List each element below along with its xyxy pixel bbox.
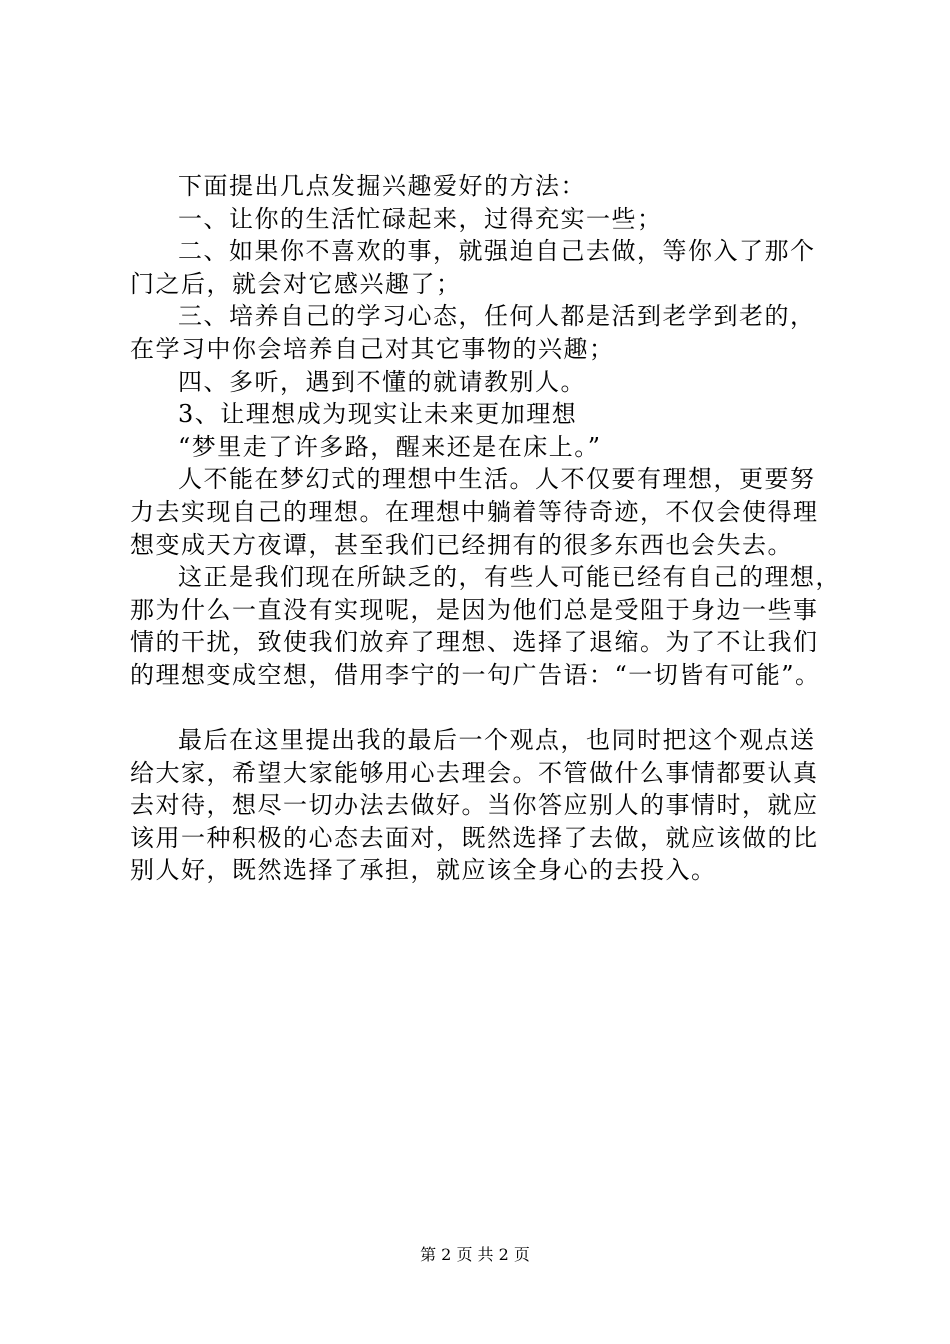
paragraph-line: 三、培养自己的学习心态，任何人都是活到老学到老的， xyxy=(178,302,816,331)
paragraph-line: 去对待，想尽一切办法去做好。当你答应别人的事情时，就应 xyxy=(130,791,819,820)
quote-line: “梦里走了许多路，醒来还是在床上。” xyxy=(178,432,602,461)
paragraph-line: 那为什么一直没有实现呢，是因为他们总是受阻于身边一些事 xyxy=(130,595,819,624)
paragraph-line: 门之后，就会对它感兴趣了； xyxy=(130,269,462,298)
blank-line xyxy=(130,692,850,725)
page-number-label: 第 2 页 共 2 页 xyxy=(420,1245,530,1264)
paragraph-line: 二、如果你不喜欢的事，就强迫自己去做，等你入了那个 xyxy=(178,237,816,266)
paragraph-line: 在学习中你会培养自己对其它事物的兴趣； xyxy=(130,334,615,363)
paragraph-line: 这正是我们现在所缺乏的，有些人可能已经有自己的理想， xyxy=(178,563,841,592)
page-footer xyxy=(0,1245,950,1265)
paragraph-line: 下面提出几点发掘兴趣爱好的方法： xyxy=(178,172,586,200)
paragraph-line: 人不能在梦幻式的理想中生活。人不仅要有理想，更要努 xyxy=(178,465,816,494)
paragraph-line: 力去实现自己的理想。在理想中躺着等待奇迹，不仅会使得理 xyxy=(130,497,819,526)
paragraph-line: 最后在这里提出我的最后一个观点，也同时把这个观点送 xyxy=(178,726,816,755)
paragraph-line: 别人好，既然选择了承担，就应该全身心的去投入。 xyxy=(130,856,717,885)
paragraph-line: 给大家，希望大家能够用心去理会。不管做什么事情都要认真 xyxy=(130,758,819,787)
paragraph-line: 情的干扰，致使我们放弃了理想、选择了退缩。为了不让我们 xyxy=(130,628,819,657)
paragraph-line: 一、让你的生活忙碌起来，过得充实一些； xyxy=(178,204,663,233)
section-heading: 3、让理想成为现实让未来更加理想 xyxy=(178,400,578,429)
paragraph-line: 该用一种积极的心态去面对，既然选择了去做，就应该做的比 xyxy=(130,823,819,852)
document-body xyxy=(130,170,850,887)
paragraph-line: 四、多听，遇到不懂的就请教别人。 xyxy=(178,367,586,396)
paragraph-line: 的理想变成空想，借用李宁的一句广告语：“一切皆有可能”。 xyxy=(130,660,821,689)
paragraph-line: 想变成天方夜谭，甚至我们已经拥有的很多东西也会失去。 xyxy=(130,530,793,559)
